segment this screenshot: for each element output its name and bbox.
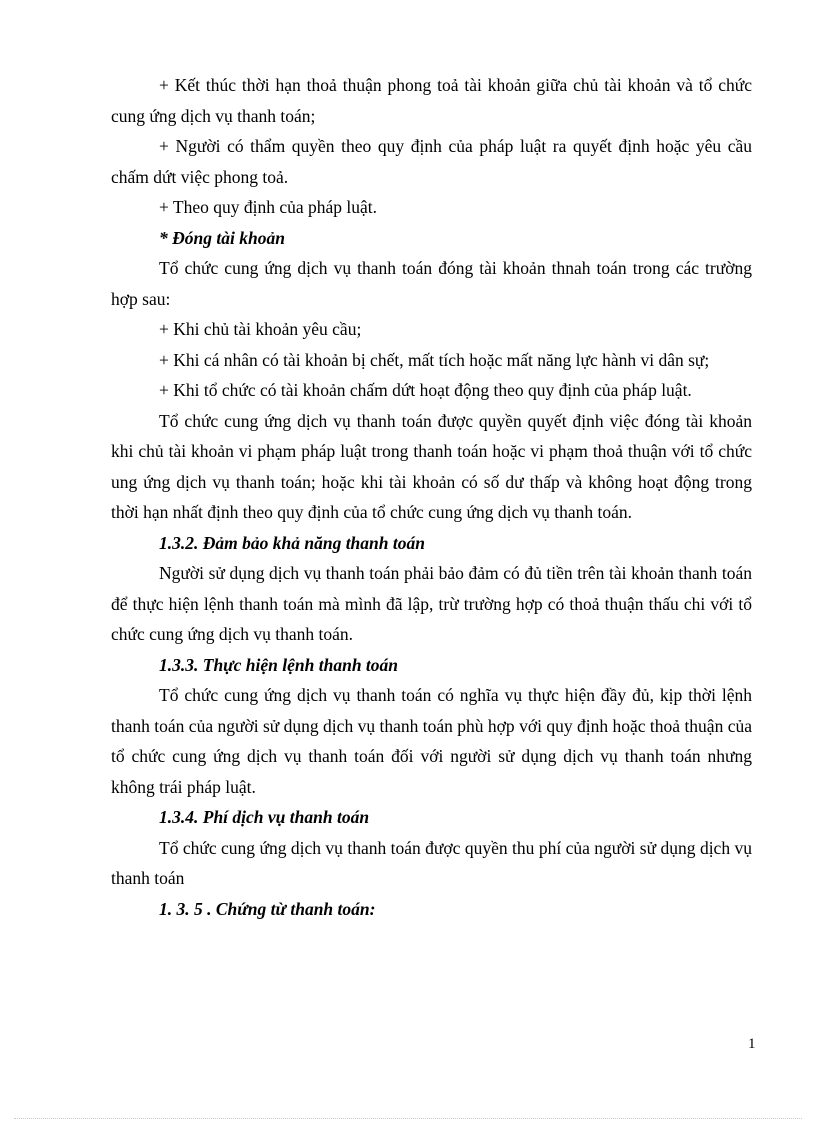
bullet-by-law: + Theo quy định của pháp luật.	[159, 197, 378, 217]
heading-1-3-3: 1.3.3. Thực hiện lệnh thanh toán	[159, 654, 399, 675]
paragraph-ensure-funds: Người sử dụng dịch vụ thanh toán phải bảo đảm có đủ tiền trên tài khoản thanh toán để thực hiện lệnh thanh toán mà mình đã lập, trừ trường hợp có thoả thuận thấu chi với tổ chức cung ứng dịch vụ thanh toán.	[111, 563, 752, 644]
page-number: 1	[748, 1036, 756, 1052]
page-bottom-divider	[14, 1118, 802, 1119]
bullet-authority-decision: + Người có thẩm quyền theo quy định của pháp luật ra quyết định hoặc yêu cầu chấm dứt việc phong toả.	[111, 136, 752, 187]
bullet-end-of-freeze-term: + Kết thúc thời hạn thoả thuận phong toả tài khoản giữa chủ tài khoản và tổ chức cung ứng dịch vụ thanh toán;	[111, 75, 752, 126]
paragraph-execute-orders: Tổ chức cung ứng dịch vụ thanh toán có nghĩa vụ thực hiện đầy đủ, kịp thời lệnh thanh toán của người sử dụng dịch vụ thanh toán phù hợp với quy định hoặc thoả thuận của tổ chức cung ứng dịch vụ thanh toán đối với người sử dụng dịch vụ thanh toán nhưng không trái pháp luật.	[111, 685, 752, 797]
bullet-organization-terminated: + Khi tổ chức có tài khoản chấm dứt hoạt động theo quy định của pháp luật.	[159, 380, 692, 400]
paragraph-service-fee: Tổ chức cung ứng dịch vụ thanh toán được quyền thu phí của người sử dụng dịch vụ thanh toán	[111, 837, 752, 888]
paragraph-right-to-close: Tổ chức cung ứng dịch vụ thanh toán được quyền quyết định việc đóng tài khoản khi chủ tài khoản vi phạm pháp luật trong thanh toán hoặc vi phạm thoả thuận với tổ chức ung ứng dịch vụ thanh toán; hoặc khi tài khoản có số dư thấp và không hoạt động trong thời hạn nhất định theo quy định của tổ chức cung ứng dịch vụ thanh toán.	[111, 410, 752, 522]
bullet-owner-request: + Khi chủ tài khoản yêu cầu;	[159, 319, 362, 339]
paragraph-close-account-intro: Tổ chức cung ứng dịch vụ thanh toán đóng tài khoản thnah toán trong các trường hợp sau:	[111, 258, 752, 309]
heading-1-3-4: 1.3.4. Phí dịch vụ thanh toán	[159, 807, 370, 827]
document-body	[111, 70, 752, 924]
heading-close-account: * Đóng tài khoản	[159, 227, 285, 248]
heading-1-3-2: 1.3.2. Đảm bảo khả năng thanh toán	[159, 532, 425, 553]
bullet-individual-deceased: + Khi cá nhân có tài khoản bị chết, mất tích hoặc mất năng lực hành vi dân sự;	[159, 349, 710, 370]
heading-1-3-5: 1. 3. 5 . Chứng từ thanh toán:	[159, 898, 376, 919]
